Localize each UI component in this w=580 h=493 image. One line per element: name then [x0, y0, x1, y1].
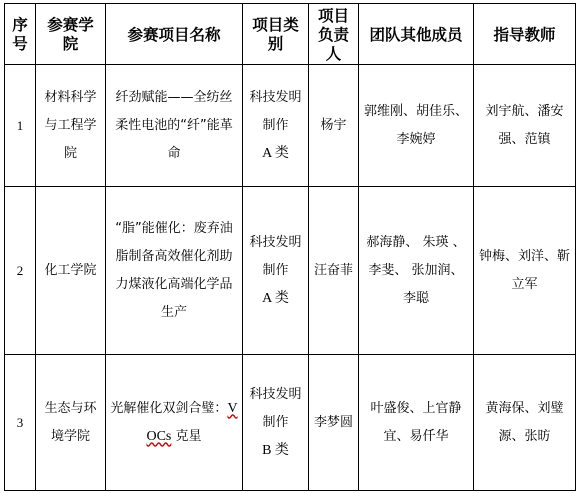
category-suffix: A 类	[262, 145, 289, 161]
project-name-suffix: 克星	[171, 428, 202, 444]
table-row	[5, 355, 576, 491]
row-index: 2	[5, 187, 36, 355]
row-category	[243, 187, 309, 355]
category-prefix: 科技发明制作	[249, 234, 302, 278]
category-suffix: A 类	[262, 290, 289, 306]
header-project-name: 参赛项目名称	[106, 4, 243, 65]
category-prefix: 科技发明制作	[249, 386, 302, 430]
project-name-prefix: 光解催化双剑合璧：	[110, 400, 228, 416]
header-advisors: 指导教师	[474, 4, 576, 65]
table-row	[5, 187, 576, 355]
header-category: 项目类别	[243, 4, 309, 65]
row-project-name: “脂”能催化：废弃油脂制备高效催化剂助力煤液化高端化学品生产	[106, 187, 243, 355]
row-category	[243, 355, 309, 491]
header-members: 团队其他成员	[359, 4, 474, 65]
row-members: 郭维刚、胡佳乐、李婉婷	[359, 65, 474, 187]
row-leader: 李梦圆	[309, 355, 359, 491]
header-index: 序号	[5, 4, 36, 65]
header-college: 参赛学院	[36, 4, 106, 65]
row-index: 3	[5, 355, 36, 491]
row-leader: 汪奋菲	[309, 187, 359, 355]
row-advisors: 黄海保、刘璧源、张昉	[474, 355, 576, 491]
row-members: 叶盛俊、上官静宜、易仟华	[359, 355, 474, 491]
row-college: 材料科学与工程学院	[36, 65, 106, 187]
row-advisors: 钟梅、刘洋、靳立军	[474, 187, 576, 355]
table-row	[5, 65, 576, 187]
row-members: 郝海静、 朱瑛 、李斐、 张加润、 李聪	[359, 187, 474, 355]
table-header-row	[5, 4, 576, 65]
row-project-name: 纤劲赋能——全纺丝柔性电池的“纤”能革命	[106, 65, 243, 187]
row-college: 生态与环境学院	[36, 355, 106, 491]
category-prefix: 科技发明制作	[249, 89, 302, 133]
header-leader: 项目负责人	[309, 4, 359, 65]
category-suffix: B 类	[262, 442, 289, 458]
row-advisors: 刘宇航、潘安强、范镇	[474, 65, 576, 187]
row-index: 1	[5, 65, 36, 187]
row-project-name	[106, 355, 243, 491]
project-name-voc: VOCs	[146, 400, 238, 444]
row-category	[243, 65, 309, 187]
project-table	[4, 3, 576, 491]
row-leader: 杨宇	[309, 65, 359, 187]
row-college: 化工学院	[36, 187, 106, 355]
